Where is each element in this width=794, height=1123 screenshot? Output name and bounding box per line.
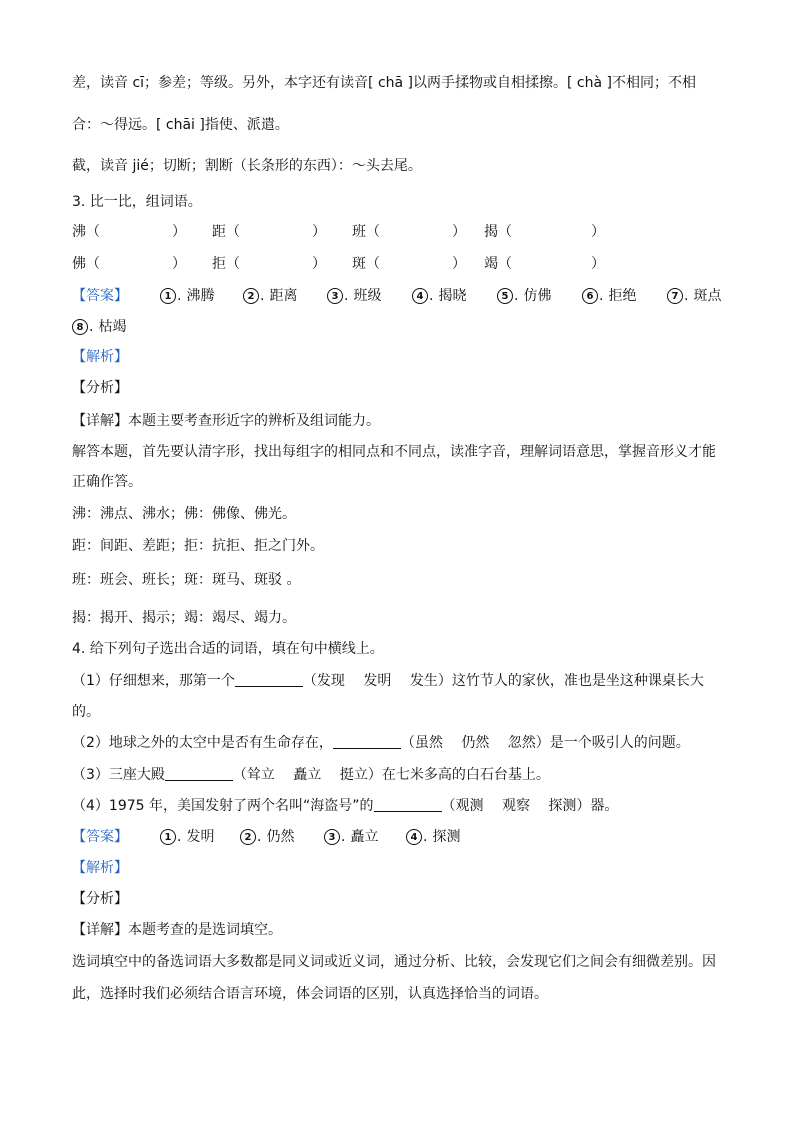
answer-item: 5 . 仿佛 (497, 286, 551, 306)
q3-para-2: 正确作答。 (72, 474, 142, 490)
answer-number: 3 (324, 829, 340, 845)
intro-line-3: 截，读音 jié；切断；割断（长条形的东西）：～头去尾。 (72, 158, 422, 174)
sentence-text: （虽然 仍然 忽然）是一个吸引人的问题。 (400, 735, 690, 751)
q4-jiexi-tag: 【解析】 (72, 860, 128, 876)
detail-text: 本题考查的是选词填空。 (128, 922, 282, 938)
q3-fenxi-tag: 【分析】 (72, 380, 128, 396)
q4-detail (72, 920, 282, 940)
answer-number: 2 (240, 829, 256, 845)
answer-word: 拒绝 (608, 288, 637, 304)
answer-word: 揭晓 (438, 288, 467, 304)
q3-cell: 距（ (212, 224, 240, 240)
q3-pair-3: 班：班会、班长；斑：斑马、斑驳 。 (72, 572, 301, 588)
intro-line-1: 差，读音 cī；参差；等级。另外，本字还有读音[ chā ]以两手揉物或自相揉擦。[ chà ]不相同；不相 (72, 75, 696, 91)
q3-cell: ） (452, 224, 466, 240)
answer-word: 班级 (353, 288, 382, 304)
q3-cell: 揭（ (484, 224, 512, 240)
answer-item: 7 . 斑点 (667, 286, 721, 306)
answer-item: 6 . 拒绝 (582, 286, 636, 306)
answer-item: 1 . 发明 (160, 827, 214, 847)
answer-number: 7 (667, 288, 683, 304)
answer-word: 探测 (432, 829, 461, 845)
answer-item: 3 . 班级 (327, 286, 381, 306)
answer-number: 3 (327, 288, 343, 304)
answer-word: 矗立 (350, 829, 379, 845)
q3-cell: ） (591, 224, 605, 240)
detail-tag: 【详解】 (72, 922, 128, 938)
detail-text: 本题主要考查形近字的辨析及组词能力。 (128, 413, 380, 429)
q3-cell: 佛（ (72, 256, 100, 272)
q3-jiexi-tag: 【解析】 (72, 349, 128, 365)
q3-pair-1: 沸：沸点、沸水；佛：佛像、佛光。 (72, 506, 296, 522)
answer-tag: 【答案】 (72, 829, 128, 845)
answer-item: 2 . 距离 (243, 286, 297, 306)
intro-line-2: 合：～得远。[ chāi ]指使、派遣。 (72, 117, 289, 133)
answer-word: 枯竭 (98, 319, 127, 335)
answer-item: 4 . 探测 (406, 827, 460, 847)
q3-cell: ） (591, 256, 605, 272)
sentence-text: （2）地球之外的太空中是否有生命存在， (72, 735, 333, 751)
sentence-text: （1）仔细想来，那第一个 (72, 673, 235, 689)
answer-word: 仿佛 (523, 288, 552, 304)
answer-word: 斑点 (693, 288, 722, 304)
q4-fenxi-tag: 【分析】 (72, 891, 128, 907)
sentence-text: （3）三座大殿 (72, 767, 165, 783)
q3-para-1: 解答本题，首先要认清字形，找出每组字的相同点和不同点，读准字音，理解词语意思，掌握音形义才能 (72, 444, 716, 460)
answer-item: 8 . 枯竭 (72, 317, 126, 337)
answer-word: 发明 (186, 829, 215, 845)
sentence-text: （耸立 矗立 挺立）在七米多高的白石台基上。 (232, 767, 550, 783)
q4-title: 4. 给下列句子选出合适的词语，填在句中横线上。 (72, 641, 384, 657)
answer-word: 距离 (269, 288, 298, 304)
sentence-text: （4）1975 年，美国发射了两个名叫“海盗号”的 (72, 798, 374, 814)
q3-cell: 斑（ (352, 256, 380, 272)
q3-cell: 竭（ (484, 256, 512, 272)
answer-word: 仍然 (266, 829, 295, 845)
q4-sentence-4 (72, 796, 618, 816)
q3-cell: ） (312, 224, 326, 240)
answer-number: 4 (406, 829, 422, 845)
fill-blank (165, 765, 233, 781)
answer-number: 6 (582, 288, 598, 304)
answer-item: 1 . 沸腾 (160, 286, 214, 306)
q4-sentence-1-cont: 的。 (72, 704, 100, 720)
answer-number: 1 (160, 288, 176, 304)
answer-number: 1 (160, 829, 176, 845)
q4-sentence-2 (72, 733, 690, 753)
sentence-text: （观测 观察 探测）器。 (441, 798, 619, 814)
q4-sentence-3 (72, 765, 550, 785)
answer-number: 2 (243, 288, 259, 304)
q3-cell: ） (172, 256, 186, 272)
answer-tag: 【答案】 (72, 288, 128, 304)
answer-number: 5 (497, 288, 513, 304)
q4-para-1: 选词填空中的备选词语大多数都是同义词或近义词，通过分析、比较，会发现它们之间会有细微差别。因 (72, 954, 716, 970)
detail-tag: 【详解】 (72, 413, 128, 429)
sentence-text: （发现 发明 发生）这竹节人的家伙，准也是坐这种课桌长大 (302, 673, 704, 689)
q3-title: 3. 比一比，组词语。 (72, 194, 202, 210)
answer-number: 8 (72, 319, 88, 335)
q3-cell: 沸（ (72, 224, 100, 240)
q3-cell: 拒（ (212, 256, 240, 272)
fill-blank (235, 671, 303, 687)
q4-sentence-1 (72, 671, 704, 691)
answer-item: 2 . 仍然 (240, 827, 294, 847)
q3-cell: 班（ (352, 224, 380, 240)
answer-item: 3 . 矗立 (324, 827, 378, 847)
answer-number: 4 (412, 288, 428, 304)
answer-word: 沸腾 (186, 288, 215, 304)
fill-blank (333, 733, 401, 749)
q3-detail (72, 411, 380, 431)
answer-item: 4 . 揭晓 (412, 286, 466, 306)
q4-para-2: 此，选择时我们必须结合语言环境，体会词语的区别，认真选择恰当的词语。 (72, 986, 548, 1002)
q3-pair-4: 揭：揭开、揭示；竭：竭尽、竭力。 (72, 610, 296, 626)
q3-cell: ） (452, 256, 466, 272)
q3-pair-2: 距：间距、差距；拒：抗拒、拒之门外。 (72, 538, 324, 554)
q3-cell: ） (172, 224, 186, 240)
fill-blank (374, 796, 442, 812)
q3-cell: ） (312, 256, 326, 272)
